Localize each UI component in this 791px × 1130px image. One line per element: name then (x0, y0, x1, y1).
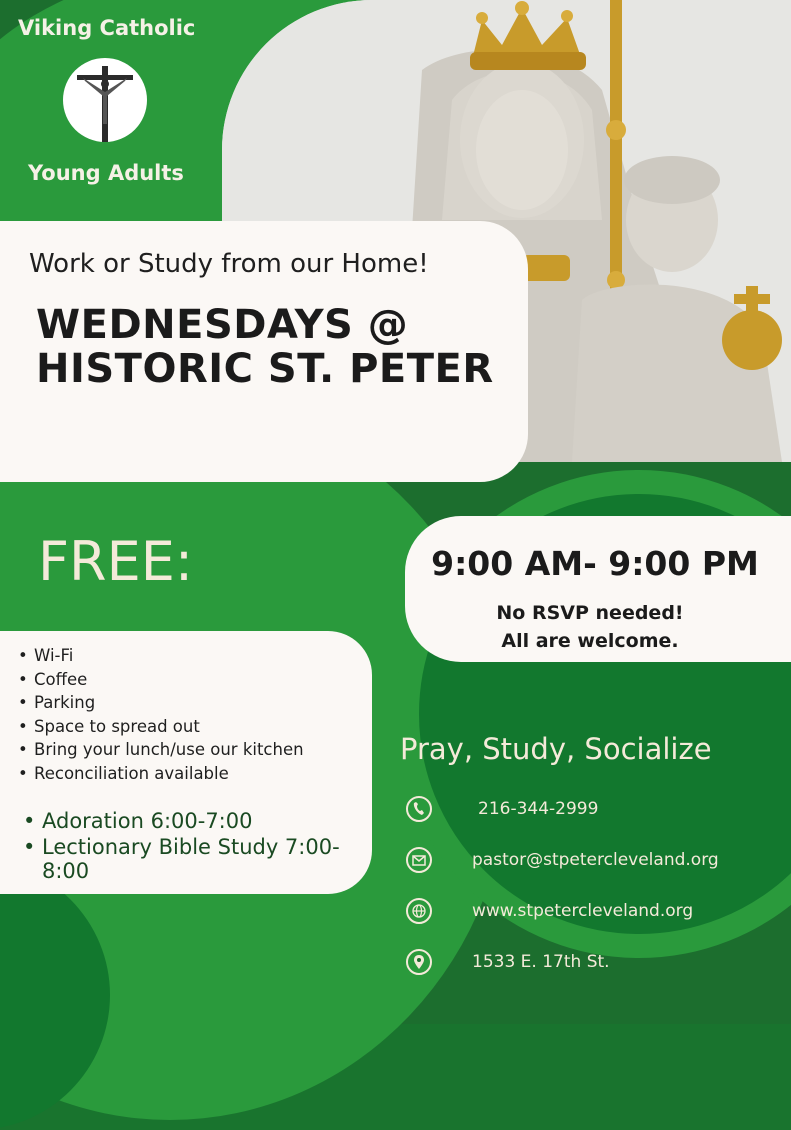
brand-title: Viking Catholic (18, 16, 196, 40)
schedule-note (405, 599, 775, 655)
list-item: • Coffee (16, 668, 304, 692)
schedule-time: 9:00 AM- 9:00 PM (431, 544, 759, 583)
phone-link[interactable]: 216-344-2999 (478, 799, 599, 819)
list-item: • Lectionary Bible Study 7:00-8:00 (22, 835, 362, 883)
email-link[interactable]: pastor@stpetercleveland.org (472, 850, 719, 870)
email-icon (405, 846, 433, 874)
amenities-list (16, 644, 304, 785)
globe-icon (405, 897, 433, 925)
website-link[interactable]: www.stpetercleveland.org (472, 901, 694, 921)
brand-subtitle: Young Adults (28, 161, 184, 185)
location-pin-icon (405, 948, 433, 976)
list-item: • Parking (16, 691, 304, 715)
page-title: WEDNESDAYS @ HISTORIC ST. PETER (36, 302, 494, 392)
list-item: • Adoration 6:00-7:00 (22, 809, 362, 833)
subtitle: Work or Study from our Home! (29, 249, 429, 279)
list-item: • Space to spread out (16, 715, 304, 739)
welcome-line: All are welcome. (501, 630, 679, 652)
free-heading: FREE: (38, 530, 194, 593)
list-item: • Wi-Fi (16, 644, 304, 668)
address: 1533 E. 17th St. (472, 952, 610, 972)
tagline: Pray, Study, Socialize (400, 732, 712, 766)
list-item: • Reconciliation available (16, 762, 304, 786)
crucifix-icon (63, 58, 147, 142)
rsvp-line: No RSVP needed! (496, 602, 684, 624)
phone-icon (405, 795, 433, 823)
events-list (22, 809, 362, 885)
list-item: • Bring your lunch/use our kitchen (16, 738, 304, 762)
